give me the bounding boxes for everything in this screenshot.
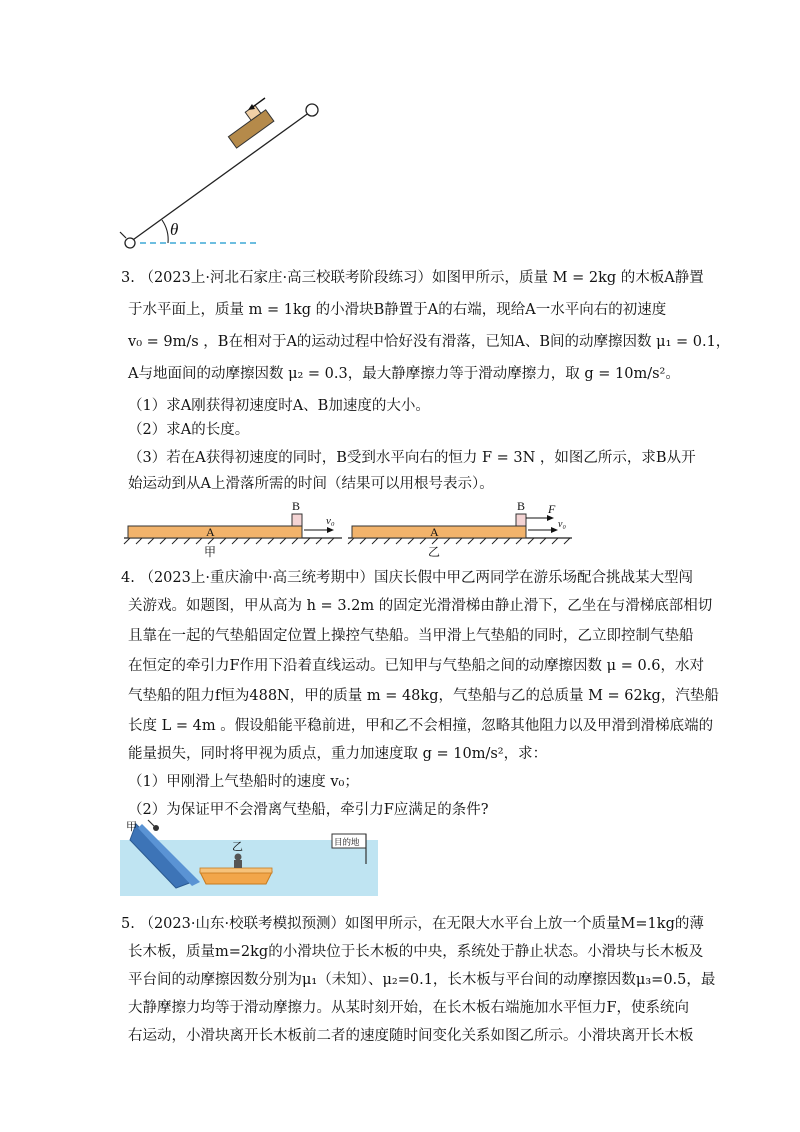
q4-line-7: 能量损失，同时将甲视为质点，重力加速度取 g = 10m/s²，求：	[128, 746, 548, 762]
q3-figure	[120, 496, 580, 560]
q5-line-2: 长木板，质量m=2kg的小滑块位于长木板的中央，系统处于静止状态。小滑块与长木板及	[128, 944, 704, 960]
q4-line-6: 长度 L = 4m 。假设船能平稳前进，甲和乙不会相撞，忽略其他阻力以及甲滑到滑梯底端的	[128, 718, 714, 734]
caption-left: 甲	[204, 545, 217, 559]
top-pulley	[306, 104, 318, 116]
block-b-right	[516, 514, 526, 526]
q3-line-3: v₀ = 9m/s ，B在相对于A的运动过程中恰好没有滑落，已知A、B间的动摩擦因数 μ₁ = 0.1，	[128, 334, 731, 350]
q4-line-2: 关游戏。如题图，甲从高为 h = 3.2m 的固定光滑滑梯由静止滑下，乙坐在与滑梯底部相切	[128, 598, 713, 614]
q3-sub-1: （1）求A刚获得初速度时A、B加速度的大小。	[128, 398, 430, 414]
block-b-left-label: B	[292, 499, 301, 513]
q3-line-2: 于水平面上，质量 m = 1kg 的小滑块B静置于A的右端，现给A一水平向右的初速度	[128, 302, 667, 318]
block-b-left	[292, 514, 302, 526]
board-a-right-label: A	[430, 525, 439, 539]
person-b	[235, 854, 242, 861]
person-a-label: 甲	[126, 821, 137, 833]
angle-label: θ	[170, 220, 179, 239]
force-label: F	[548, 502, 556, 516]
velocity-label-left: v₀	[326, 515, 335, 527]
q4-line-3: 且靠在一起的气垫船固定位置上操控气垫船。当甲滑上气垫船的同时，乙立即控制气垫船	[128, 628, 694, 644]
q4-line-1: 4. （2023上·重庆渝中·高三统考期中）国庆长假中甲乙两同学在游乐场配合挑战某大型闯	[121, 570, 694, 586]
q3-sub-2: （2）求A的长度。	[128, 422, 250, 438]
q5-line-4: 大静摩擦力均等于滑动摩擦力。从某时刻开始，在长木板右端施加水平恒力F，使系统向	[128, 1000, 690, 1016]
q4-sub-2: （2）为保证甲不会滑离气垫船，牵引力F应满足的条件?	[128, 802, 489, 818]
q3-sub-3-cont: 始运动到从A上滑落所需的时间（结果可以用根号表示）。	[128, 476, 494, 492]
q3-line-1: 3. （2023上·河北石家庄·高三校联考阶段练习）如图甲所示，质量 M = 2kg 的木板A静置	[121, 270, 704, 286]
block-b-right-label: B	[517, 499, 526, 513]
hovercraft	[200, 872, 272, 884]
q5-line-5: 右运动，小滑块离开长木板前二者的速度随时间变化关系如图乙所示。小滑块离开长木板	[128, 1028, 694, 1044]
incline-figure	[118, 92, 328, 252]
destination-sign-label: 目的地	[334, 837, 360, 847]
velocity-label-right: v₀	[558, 519, 566, 530]
q4-sub-1: （1）甲刚滑上气垫船时的速度 v₀；	[128, 774, 359, 790]
q3-sub-3: （3）若在A获得初速度的同时，B受到水平向右的恒力 F = 3N ，如图乙所示，求B从开	[128, 450, 696, 466]
board-a-left-label: A	[206, 525, 215, 539]
board-a-right	[352, 526, 526, 538]
q4-line-4: 在恒定的牵引力F作用下沿着直线运动。已知甲与气垫船之间的动摩擦因数 μ = 0.6，水对	[128, 658, 705, 674]
person-b-label: 乙	[232, 841, 243, 853]
bottom-pulley	[125, 238, 135, 248]
q4-line-5: 气垫船的阻力f恒为488N，甲的质量 m = 48kg，气垫船与乙的总质量 M = 62kg，汽垫船	[128, 688, 719, 704]
q3-line-4: A与地面间的动摩擦因数 μ₂ = 0.3，最大静摩擦力等于滑动摩擦力，取 g = 10m/s²。	[128, 366, 680, 382]
person-a	[153, 825, 159, 831]
q5-line-1: 5. （2023·山东·校联考模拟预测）如图甲所示，在无限大水平台上放一个质量M=1kg的薄	[121, 916, 704, 932]
incline-line	[130, 112, 310, 242]
board-a-left	[128, 526, 302, 538]
slide-figure	[120, 818, 380, 896]
q5-line-3: 平台间的动摩擦因数分别为μ₁（未知）、μ₂=0.1，长木板与平台间的动摩擦因数μ₃=0.5，最	[128, 972, 716, 988]
caption-right: 乙	[428, 545, 441, 559]
